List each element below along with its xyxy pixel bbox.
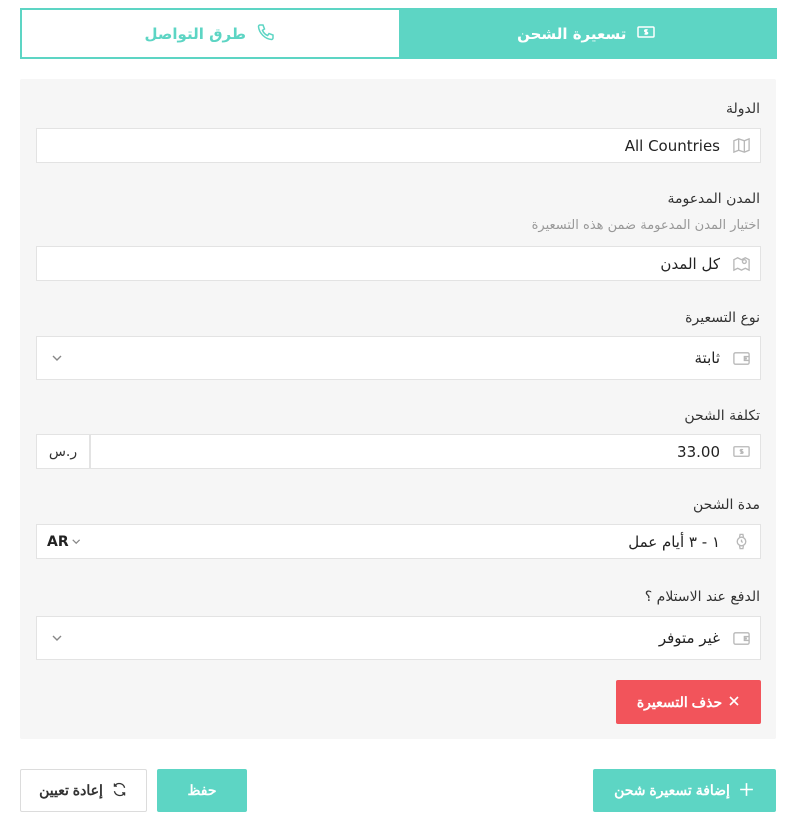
money-icon [636,22,656,46]
wallet-icon [722,617,760,659]
reset-button[interactable] [20,769,147,812]
pricing-panel [20,79,776,739]
pricing-type-value: ثابتة [694,349,720,367]
save-label: حفظ [187,782,217,798]
add-shipping-pricing-label: إضافة تسعيرة شحن [614,782,730,798]
currency-unit: ر.س [36,434,90,469]
money-icon [722,435,760,468]
cod-select[interactable] [36,616,761,660]
shipping-duration-input[interactable] [36,524,761,559]
language-switch[interactable] [37,534,81,550]
save-button[interactable] [157,769,247,812]
plus-icon [738,781,755,801]
wallet-icon [722,337,760,379]
chevron-down-icon [71,536,81,547]
add-shipping-pricing-button[interactable] [593,769,776,812]
cities-value: كل المدن [660,254,720,273]
shipping-cost-value: 33.00 [677,442,720,461]
map-pin-icon [722,247,760,280]
pricing-type-select[interactable] [36,336,761,380]
tab-contact-methods-label: طرق التواصل [144,24,246,43]
delete-pricing-button[interactable] [616,680,761,724]
cities-label: المدن المدعومة [667,191,760,207]
tabs-bar [20,8,777,59]
delete-pricing-label: حذف التسعيرة [636,693,723,710]
country-label: الدولة [725,101,760,117]
pricing-type-label: نوع التسعيرة [685,310,760,326]
phone-icon [256,22,276,46]
country-select[interactable] [36,128,761,163]
cod-value: غير متوفر [658,629,720,647]
language-label: AR [47,533,69,550]
shipping-cost-label: تكلفة الشحن [684,408,760,424]
tab-contact-methods[interactable] [22,10,399,57]
tab-shipping-pricing-label: تسعيرة الشحن [517,24,627,43]
shipping-duration-label: مدة الشحن [693,497,760,513]
refresh-icon [111,781,128,801]
shipping-duration-value: ١ - ٣ أيام عمل [628,532,720,551]
map-icon [722,129,760,162]
chevron-down-icon[interactable] [37,632,77,644]
cities-hint: اختيار المدن المدعومة ضمن هذه التسعيرة [531,218,760,233]
reset-label: إعادة تعيين [39,782,103,798]
cities-select[interactable] [36,246,761,281]
chevron-down-icon[interactable] [37,352,77,364]
shipping-cost-input[interactable] [90,434,761,469]
country-value: All Countries [624,136,720,155]
tab-shipping-pricing[interactable] [399,10,776,57]
close-icon [728,694,740,710]
watch-icon [722,525,760,558]
cod-label: الدفع عند الاستلام ؟ [644,589,760,605]
